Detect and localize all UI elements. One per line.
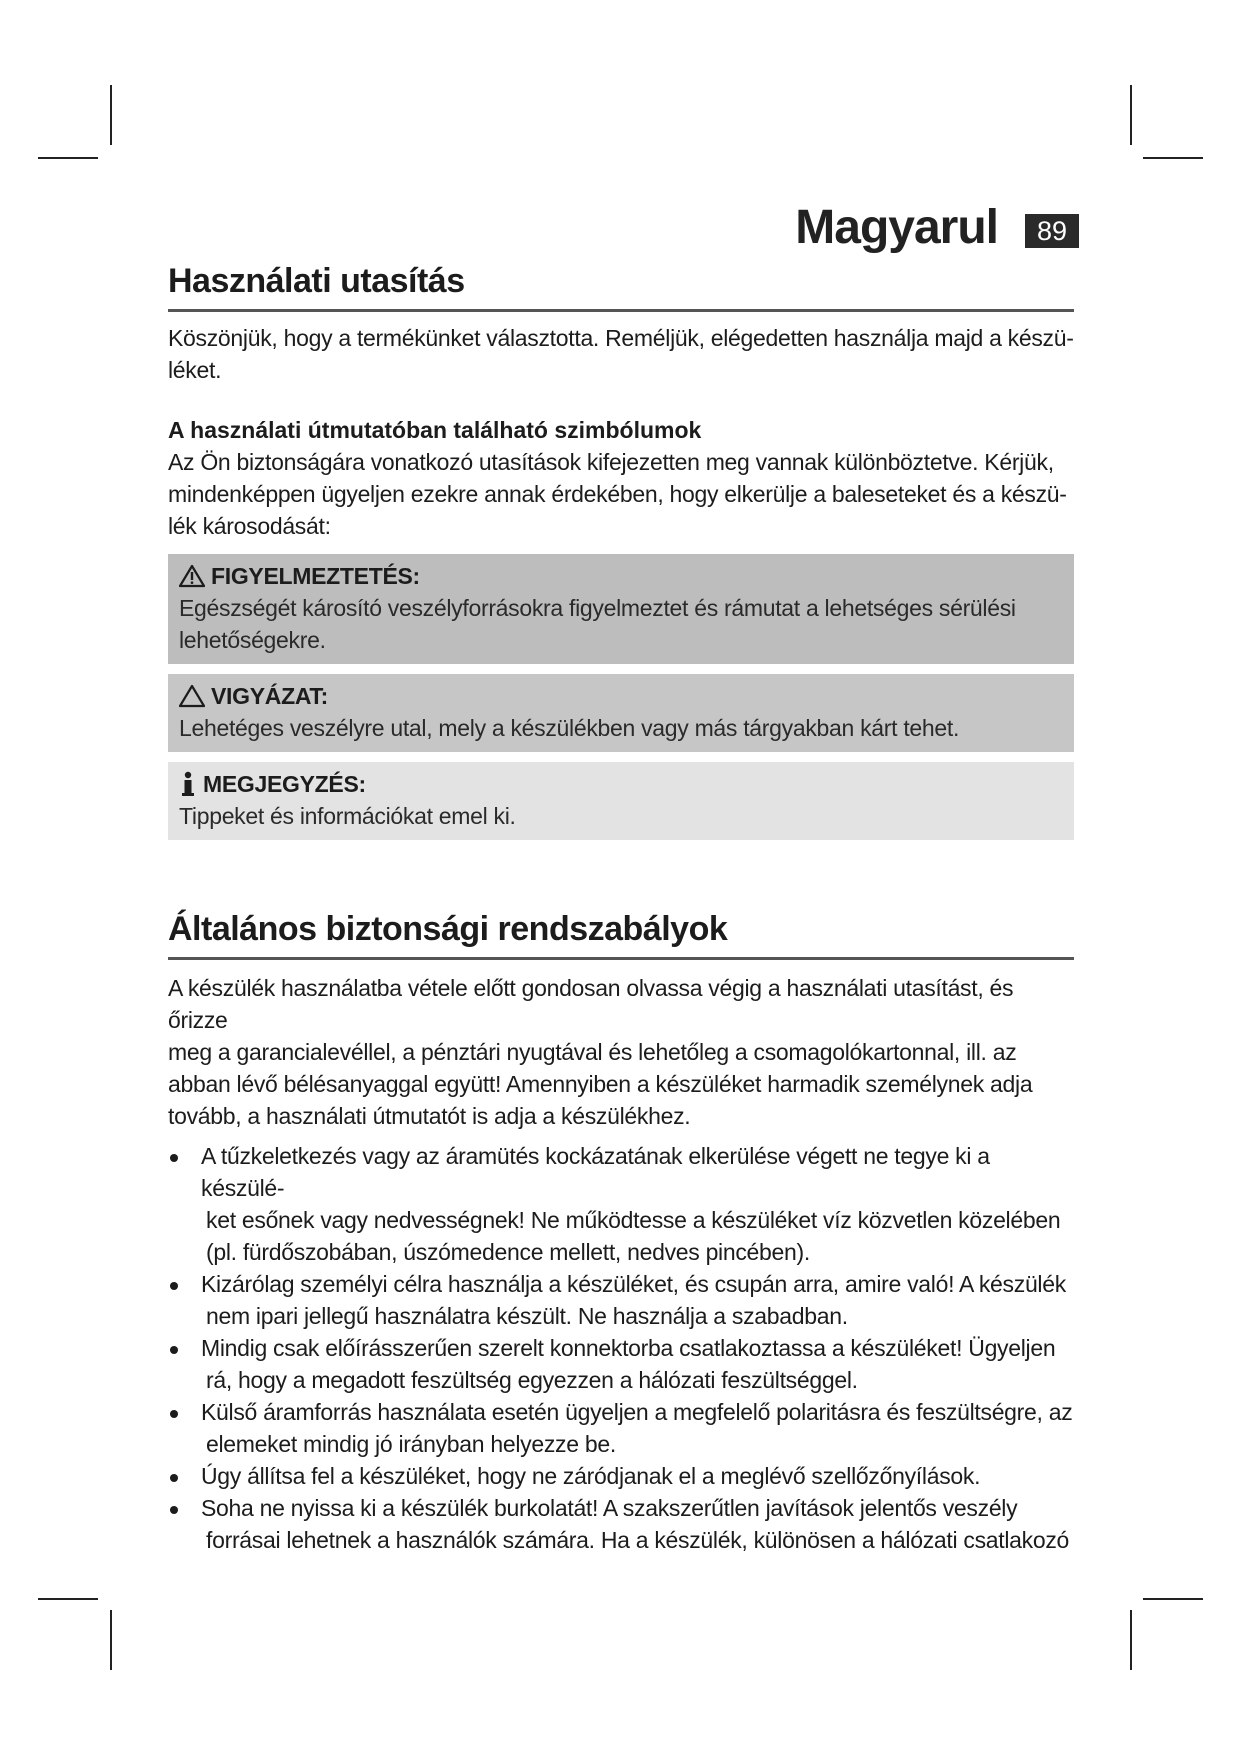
caution-title-row	[179, 680, 1062, 712]
crop-mark-top-left-h	[38, 157, 98, 159]
crop-mark-top-right-h	[1143, 157, 1203, 159]
info-icon	[179, 771, 197, 797]
caution-box	[168, 674, 1074, 752]
list-item	[168, 1332, 1074, 1396]
list-item-line: elemeket mindig jó irányban helyezze be.	[206, 1431, 616, 1457]
warning-triangle-icon	[179, 564, 205, 588]
list-item-line: rá, hogy a megadott feszültség egyezzen a hálózati feszültséggel.	[206, 1367, 858, 1393]
bullet-dot	[170, 1282, 178, 1290]
warning-title: FIGYELMEZTETÉS:	[211, 563, 420, 589]
section-usage	[168, 262, 1074, 840]
note-title-row	[179, 768, 1062, 800]
safety-intro-line: A készülék használatba vétele előtt gondosan olvassa végig a használati utasítást, és őrizze	[168, 975, 1014, 1033]
bullet-dot	[170, 1410, 178, 1418]
list-item-line: Soha ne nyissa ki a készülék burkolatát! A szakszerűtlen javítások jelentős veszély	[201, 1495, 1018, 1521]
crop-mark-top-left-v	[110, 85, 112, 145]
list-item	[168, 1460, 1074, 1492]
symbols-line: mindenképpen ügyeljen ezekre annak érdekében, hogy elkerülje a baleseteket és a készü-	[168, 481, 1067, 507]
language-header: Magyarul	[795, 201, 998, 254]
symbols-paragraph	[168, 446, 1074, 542]
crop-mark-bottom-right-v	[1130, 1610, 1132, 1670]
intro-paragraph	[168, 322, 1074, 386]
list-item	[168, 1140, 1074, 1268]
page-number-badge: 89	[1025, 214, 1079, 248]
list-item-line: forrásai lehetnek a használók számára. Ha a készülék, különösen a hálózati csatlakozó	[206, 1527, 1070, 1553]
warning-box	[168, 554, 1074, 664]
safety-intro-paragraph	[168, 972, 1074, 1132]
list-item-line: Külső áramforrás használata esetén ügyeljen a megfelelő polaritásra és feszültségre, az	[201, 1399, 1073, 1425]
warning-text	[179, 592, 1062, 656]
safety-intro-line: tovább, a használati útmutatót is adja a készülékhez.	[168, 1103, 691, 1129]
list-item-line: Úgy állítsa fel a készüléket, hogy ne záródjanak el a meglévő szellőzőnyílások.	[201, 1463, 981, 1489]
section-title-safety: Általános biztonsági rendszabályok	[168, 910, 1074, 960]
crop-mark-bottom-right-h	[1143, 1598, 1203, 1600]
list-item-line: nem ipari jellegű használatra készült. Ne használja a szabadban.	[206, 1303, 848, 1329]
safety-bullet-list	[168, 1140, 1074, 1556]
list-item	[168, 1396, 1074, 1460]
safety-intro-line: abban lévő bélésanyaggal együtt! Amennyiben a készüléket harmadik személynek adja	[168, 1071, 1033, 1097]
section-title-usage: Használati utasítás	[168, 262, 1074, 312]
caution-title: VIGYÁZAT:	[211, 683, 328, 709]
intro-line: léket.	[168, 357, 222, 383]
list-item	[168, 1268, 1074, 1332]
intro-line: Köszönjük, hogy a termékünket választotta. Reméljük, elégedetten használja majd a készü-	[168, 325, 1074, 351]
symbols-heading: A használati útmutatóban található szimbólumok	[168, 417, 702, 443]
warning-line: lehetőségekre.	[179, 627, 326, 653]
note-text: Tippeket és információkat emel ki.	[179, 803, 516, 829]
list-item-line: (pl. fürdőszobában, úszómedence mellett, nedves pincében).	[206, 1239, 810, 1265]
bullet-dot	[170, 1506, 178, 1514]
crop-mark-top-right-v	[1130, 85, 1132, 145]
symbols-line: Az Ön biztonságára vonatkozó utasítások kifejezetten meg vannak különböztetve. Kérjük,	[168, 449, 1054, 475]
list-item-line: Kizárólag személyi célra használja a készüléket, és csupán arra, amire való! A készülék	[201, 1271, 1066, 1297]
safety-intro-line: meg a garancialevéllel, a pénztári nyugtával és lehetőleg a csomagolókartonnal, ill. az	[168, 1039, 1017, 1065]
section-safety	[168, 910, 1074, 1556]
note-box	[168, 762, 1074, 840]
list-item-line: ket esőnek vagy nedvességnek! Ne működtesse a készüléket víz közvetlen közelében	[206, 1207, 1061, 1233]
crop-mark-bottom-left-v	[110, 1610, 112, 1670]
caution-text: Lehetéges veszélyre utal, mely a készülékben vagy más tárgyakban kárt tehet.	[179, 715, 960, 741]
bullet-dot	[170, 1346, 178, 1354]
caution-triangle-icon	[179, 684, 205, 708]
list-item-line: Mindig csak előírásszerűen szerelt konnektorba csatlakoztassa a készüléket! Ügyeljen	[201, 1335, 1056, 1361]
symbols-line: lék károsodását:	[168, 513, 331, 539]
warning-line: Egészségét károsító veszélyforrásokra figyelmeztet és rámutat a lehetséges sérülési	[179, 595, 1016, 621]
bullet-dot	[170, 1154, 178, 1162]
note-title: MEGJEGYZÉS:	[203, 771, 366, 797]
crop-mark-bottom-left-h	[38, 1598, 98, 1600]
list-item-line: A tűzkeletkezés vagy az áramütés kockázatának elkerülése végett ne tegye ki a készülé-	[201, 1143, 990, 1201]
warning-title-row	[179, 560, 1062, 592]
list-item	[168, 1492, 1074, 1556]
bullet-dot	[170, 1474, 178, 1482]
